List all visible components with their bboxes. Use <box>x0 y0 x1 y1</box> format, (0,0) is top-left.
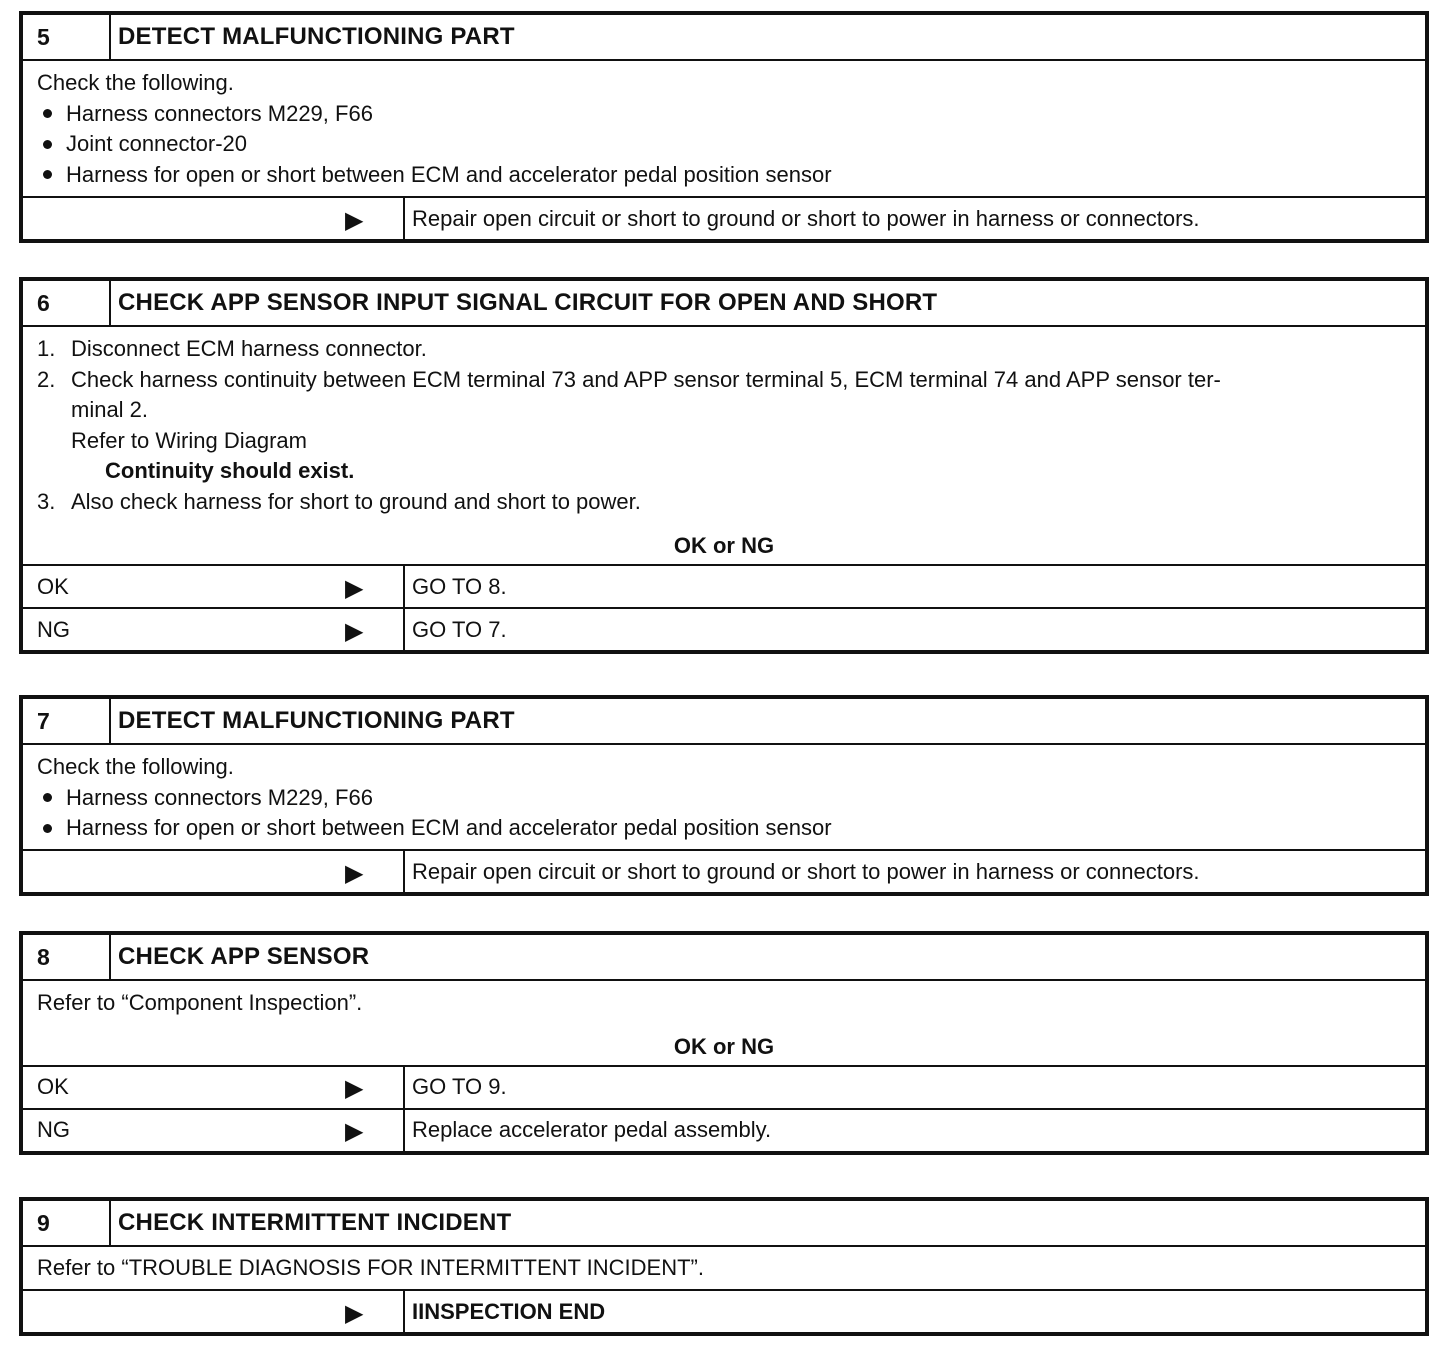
result-action: GO TO 8. <box>412 573 507 599</box>
step-header <box>23 699 1425 743</box>
step-title: DETECT MALFUNCTIONING PART <box>118 707 515 734</box>
intro-text: Check the following. <box>37 754 234 779</box>
refer-text: Refer to Wiring Diagram <box>71 427 307 453</box>
result-row <box>23 1108 1425 1151</box>
list-item: 2. Check harness continuity between ECM terminal 73 and APP sensor terminal 5, ECM terminal 74 and APP sensor ter- <box>37 366 1221 392</box>
step-title: CHECK APP SENSOR <box>118 943 370 970</box>
bullet-icon <box>43 109 52 118</box>
result-action: IINSPECTION END <box>412 1298 606 1324</box>
bullet-icon <box>43 824 52 833</box>
bullet-icon <box>43 793 52 802</box>
bullet-icon <box>43 170 52 179</box>
result-action: Repair open circuit or short to ground or short to power in harness or connectors. <box>412 205 1200 231</box>
step-body <box>23 743 1425 849</box>
list-item: Harness for open or short between ECM and accelerator pedal position sensor <box>37 813 1411 844</box>
list-item: Harness connectors M229, F66 <box>37 99 1411 130</box>
step-number: 8 <box>23 935 111 979</box>
bullet-icon <box>43 140 52 149</box>
ok-or-ng-label: OK or NG <box>673 533 775 558</box>
arrow-right-icon: ▶ <box>345 1117 364 1145</box>
step-number: 9 <box>23 1201 111 1245</box>
step-body <box>23 59 1425 196</box>
step-number: 7 <box>23 699 111 743</box>
ok-or-ng-label: OK or NG <box>673 1033 775 1059</box>
result-action: GO TO 9. <box>412 1074 507 1099</box>
result-row <box>23 607 1425 650</box>
step-5-block <box>19 11 1429 243</box>
result-label <box>23 851 405 892</box>
list-item: 1. Disconnect ECM harness connector. <box>37 336 427 361</box>
refer-text: Refer to “Component Inspection”. <box>37 990 363 1015</box>
step-header <box>23 15 1425 59</box>
list-item: Harness for open or short between ECM and accelerator pedal position sensor <box>37 160 1411 191</box>
result-row <box>23 1065 1425 1108</box>
result-row <box>23 849 1425 892</box>
result-label: NG ▶ <box>23 609 405 650</box>
step-body <box>23 325 1425 564</box>
result-label: OK ▶ <box>23 566 405 607</box>
step-8-block <box>19 931 1429 1155</box>
step-number: 6 <box>23 281 111 325</box>
spec-text: Continuity should exist. <box>105 458 355 483</box>
step-body <box>23 1245 1425 1289</box>
step-9-block <box>19 1197 1429 1336</box>
arrow-right-icon: ▶ <box>345 617 364 645</box>
step-7-block <box>19 695 1429 896</box>
arrow-right-icon: ▶ <box>345 1074 364 1102</box>
result-row <box>23 196 1425 239</box>
step-header <box>23 281 1425 325</box>
result-label <box>23 1291 405 1332</box>
step-number: 5 <box>23 15 111 59</box>
step-header <box>23 935 1425 979</box>
step-header <box>23 1201 1425 1245</box>
list-item: Harness connectors M229, F66 <box>37 783 1411 814</box>
arrow-right-icon: ▶ <box>345 859 364 887</box>
step-title: DETECT MALFUNCTIONING PART <box>118 23 515 50</box>
step-title: CHECK INTERMITTENT INCIDENT <box>118 1209 512 1236</box>
result-action: Replace accelerator pedal assembly. <box>412 1117 772 1142</box>
step-title: CHECK APP SENSOR INPUT SIGNAL CIRCUIT FOR OPEN AND SHORT <box>118 289 938 316</box>
result-label: NG ▶ <box>23 1110 405 1151</box>
step-6-block <box>19 277 1429 654</box>
list-item-continuation: minal 2. <box>71 397 149 422</box>
arrow-right-icon: ▶ <box>345 206 364 234</box>
list-item: 3. Also check harness for short to ground and short to power. <box>37 488 641 514</box>
arrow-right-icon: ▶ <box>345 574 364 602</box>
step-body <box>23 979 1425 1065</box>
list-item: Joint connector-20 <box>37 129 1411 160</box>
intro-text: Check the following. <box>37 70 234 95</box>
refer-text: Refer to “TROUBLE DIAGNOSIS FOR INTERMITTENT INCIDENT”. <box>37 1255 704 1280</box>
result-row <box>23 1289 1425 1332</box>
result-action: GO TO 7. <box>412 616 507 642</box>
result-row <box>23 564 1425 607</box>
result-label: OK ▶ <box>23 1067 405 1108</box>
arrow-right-icon: ▶ <box>345 1299 364 1327</box>
result-action: Repair open circuit or short to ground or short to power in harness or connectors. <box>412 858 1200 884</box>
result-label <box>23 198 405 239</box>
